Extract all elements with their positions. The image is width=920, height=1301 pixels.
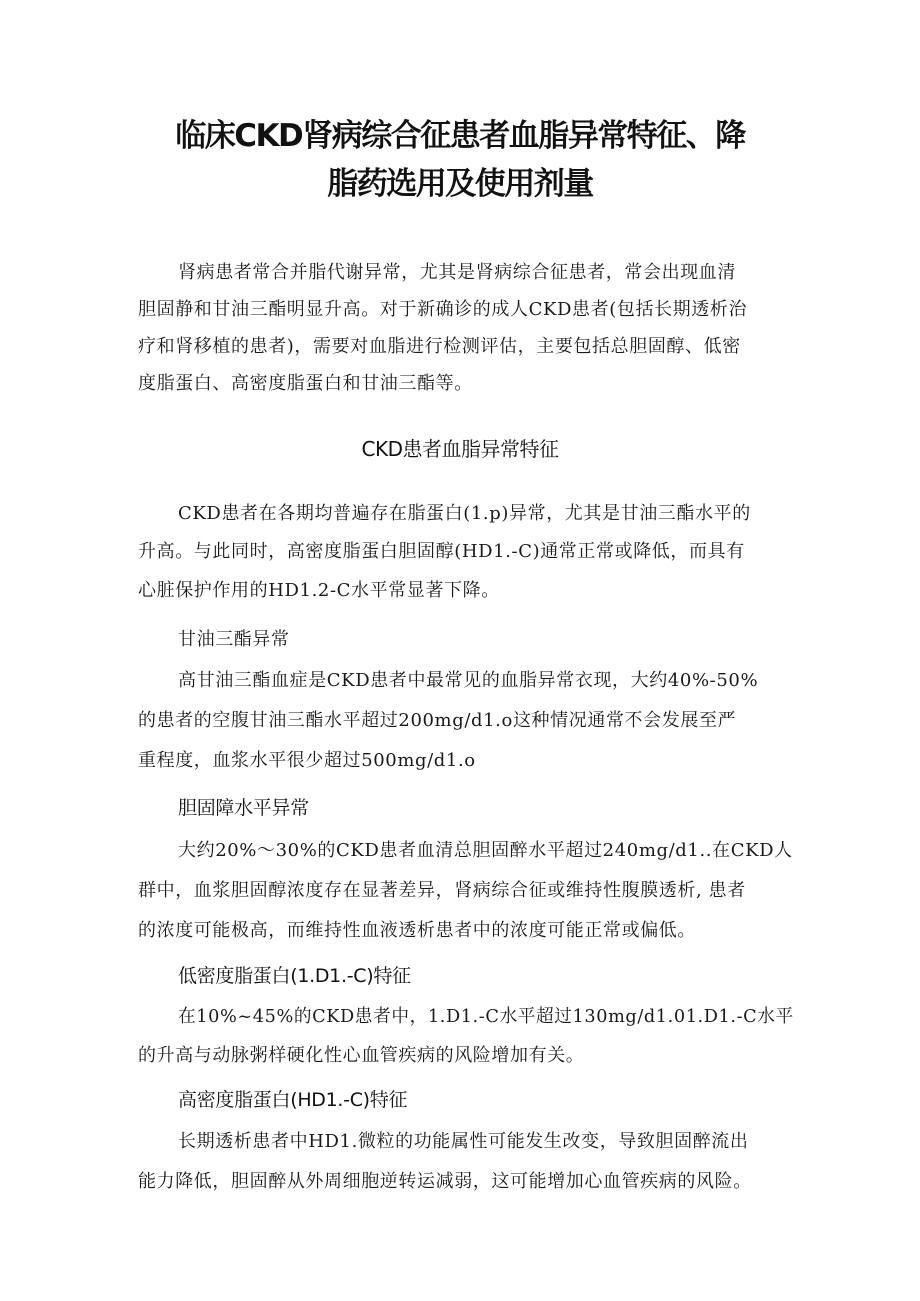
hdl-line-1: 长期透析患者中HD1.微粒的功能属性可能发生改变，导致胆固醉流出 [178, 1131, 749, 1152]
chol-heading: 胆固障水平异常 [178, 797, 309, 819]
intro-line-1: 肾病患者常合并脂代谢异常，尤其是肾病综合征患者，常会出现血清 [178, 262, 736, 283]
hdl-heading: 高密度脂蛋白(HD1.-C)特征 [178, 1089, 408, 1111]
page-title-line-1: 临床CKD肾病综合征患者血脂异常特征、降 [175, 118, 745, 154]
intro-line-3: 疗和肾移植的患者)，需要对血脂进行检测评估，主要包括总胆固醇、低密 [138, 336, 741, 357]
page-title-line-2: 脂药选用及使用剂量 [327, 166, 593, 202]
hdl-line-2: 能力降低，胆固醉从外周细胞逆转运减弱，这可能增加心血管疾病的风险。 [138, 1171, 752, 1192]
tg-line-2: 的患者的空腹甘油三酯水平超过200mg/d1.o这种情况通常不会发展至严 [138, 710, 737, 731]
chol-line-1: 大约20%～30%的CKD患者血清总胆固醉水平超过240mg/d1..在CKD人 [178, 840, 793, 861]
ldl-heading: 低密度脂蛋白(1.D1.-C)特征 [178, 965, 411, 987]
ldl-line-1: 在10%~45%的CKD患者中，1.D1.-C水平超过130mg/d1.01.D1.-C水平 [178, 1006, 794, 1027]
para1-line-3: 心脏保护作用的HD1.2-C水平常显著下降。 [138, 580, 500, 601]
para1-line-1: CKD患者在各期均普遍存在脂蛋白(1.p)异常，尤其是甘油三酯水平的 [178, 503, 751, 524]
tg-line-1: 高甘油三酯血症是CKD患者中最常见的血脂异常衣现，大约40%-50% [178, 670, 759, 691]
intro-line-2: 胆固静和甘油三酯明显升高。对于新确诊的成人CKD患者(包括长期透析治 [138, 299, 748, 320]
tg-heading: 甘油三酯异常 [178, 629, 290, 650]
chol-line-2: 群中，血浆胆固醇浓度存在显著差异，肾病综合征或维持性腹膜透析, 患者 [138, 880, 746, 901]
tg-line-3: 重程度，血浆水平很少超过500mg/d1.o [138, 750, 476, 771]
para1-line-2: 升高。与此同时，高密度脂蛋白胆固醇(HD1.-C)通常正常或降低，而具有 [138, 541, 745, 562]
chol-line-3: 的浓度可能极高，而维持性血液透析患者中的浓度可能正常或偏低。 [138, 920, 696, 941]
intro-line-4: 度脂蛋白、高密度脂蛋白和甘油三酯等。 [138, 373, 473, 394]
section-heading: CKD患者血脂异常特征 [361, 437, 559, 461]
ldl-line-2: 的升高与动脉粥样硬化性心血管疾病的风险增加有关。 [138, 1045, 585, 1066]
